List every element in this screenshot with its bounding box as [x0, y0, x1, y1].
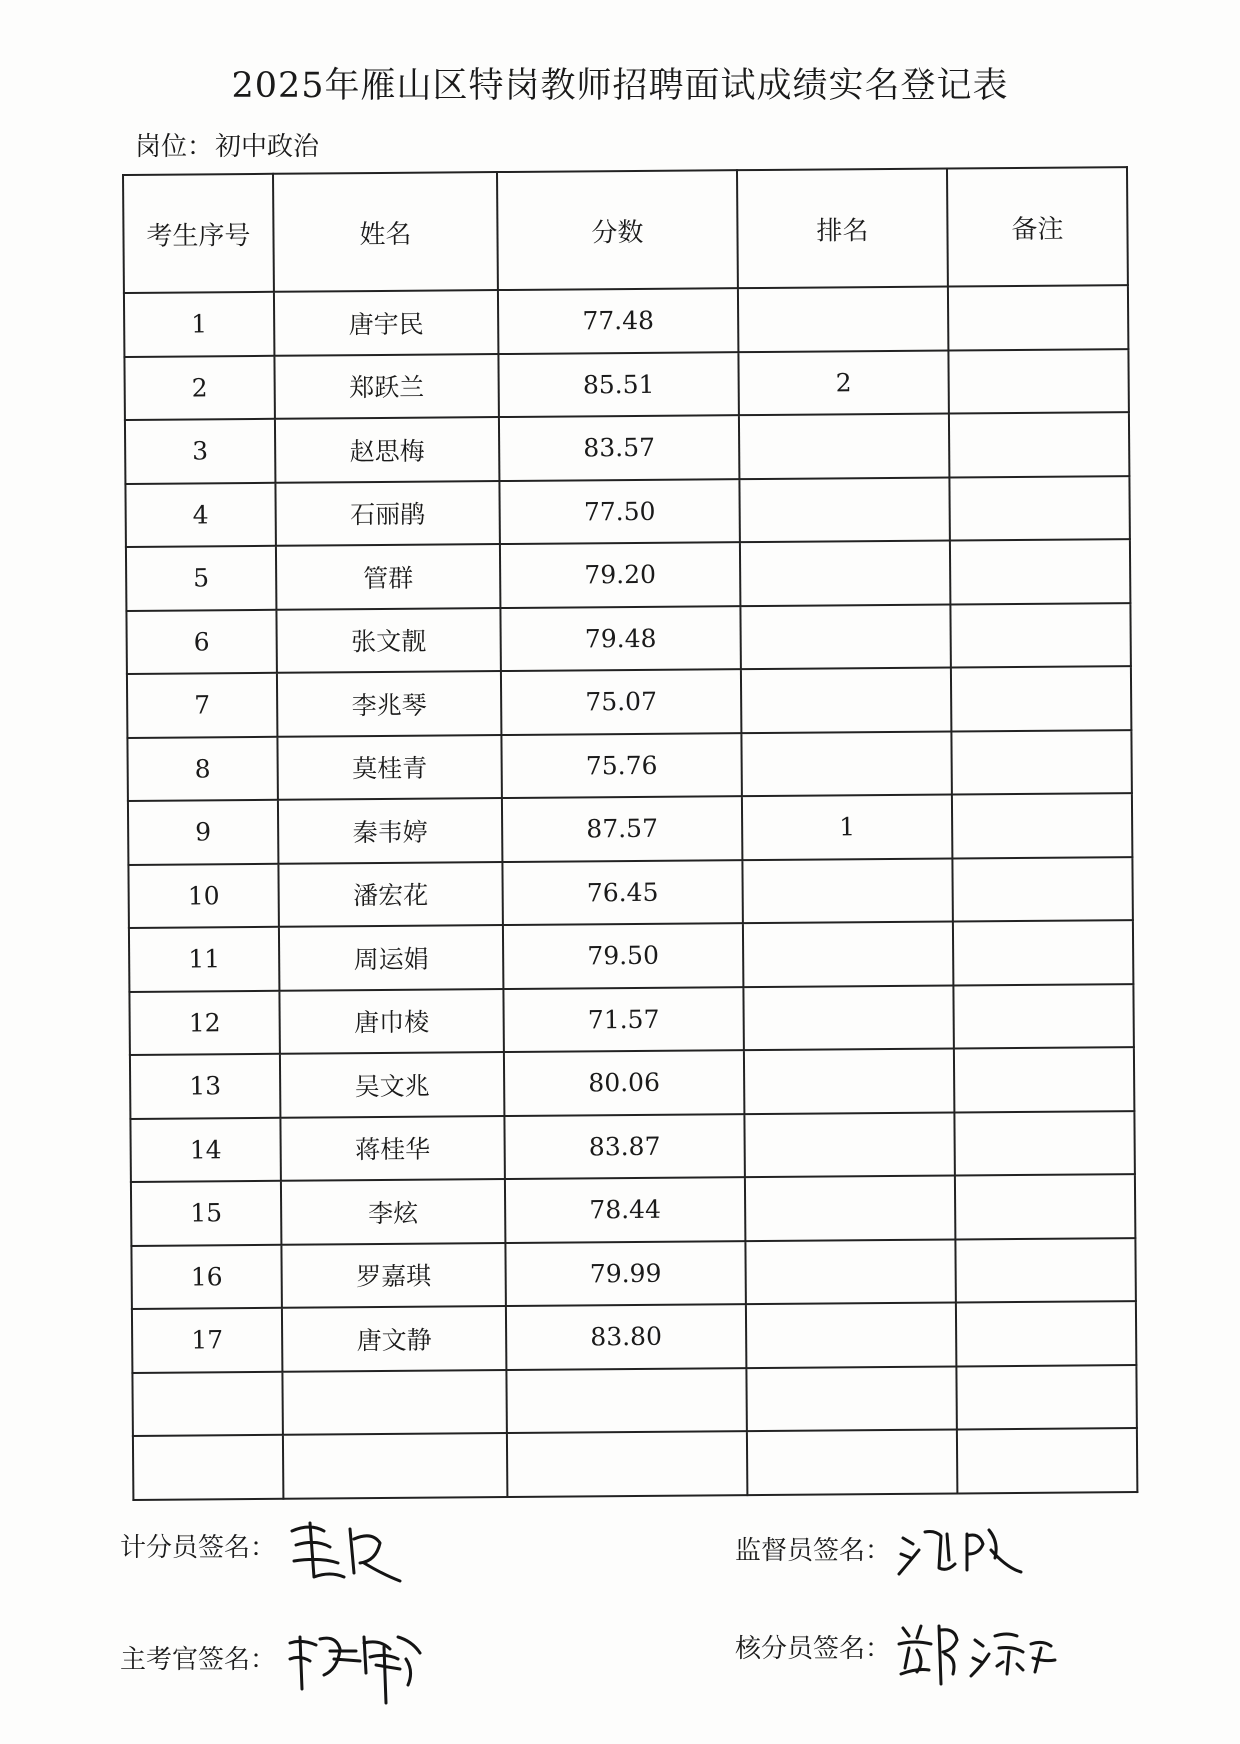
examiner-handwritten-signature — [280, 1629, 430, 1716]
cell-note — [951, 666, 1131, 731]
cell-name: 吴文兆 — [280, 1052, 504, 1117]
table-row — [132, 1301, 1136, 1372]
cell-rank — [747, 1429, 957, 1494]
cell-score: 71.57 — [503, 987, 743, 1052]
table-row — [128, 793, 1132, 864]
cell-seq: 12 — [129, 990, 279, 1055]
cell-score — [507, 1431, 747, 1496]
header-note: 备注 — [947, 167, 1128, 286]
cell-name: 李炫 — [281, 1179, 505, 1244]
table-row — [127, 730, 1131, 801]
cell-score: 77.48 — [498, 288, 738, 353]
cell-score: 79.50 — [503, 923, 743, 988]
cell-note — [952, 857, 1132, 922]
cell-rank — [739, 477, 949, 542]
scorer-signature — [120, 1527, 276, 1564]
cell-name: 秦韦婷 — [278, 798, 502, 863]
cell-score: 76.45 — [502, 860, 742, 925]
cell-rank — [741, 731, 951, 796]
cell-name: 周运娟 — [279, 925, 503, 990]
cell-note — [949, 412, 1129, 477]
cell-name: 唐宇民 — [274, 290, 498, 355]
cell-seq: 14 — [130, 1117, 280, 1182]
cell-note — [956, 1301, 1136, 1366]
cell-seq: 7 — [127, 673, 277, 738]
cell-seq: 3 — [125, 419, 275, 484]
cell-name: 李兆琴 — [277, 671, 501, 736]
cell-score: 79.20 — [500, 542, 740, 607]
cell-seq: 10 — [128, 863, 278, 928]
cell-rank: 2 — [738, 350, 948, 415]
table-row — [133, 1428, 1137, 1499]
cell-score: 75.76 — [501, 733, 741, 798]
header-seq: 考生序号 — [123, 174, 274, 293]
cell-rank — [738, 287, 948, 352]
cell-rank — [744, 1048, 954, 1113]
table-row — [127, 666, 1131, 737]
supervisor-signature — [735, 1530, 891, 1567]
checker-handwritten-signature — [895, 1618, 1060, 1705]
supervisor-handwritten-signature — [895, 1520, 1025, 1587]
cell-note — [954, 1047, 1134, 1112]
cell-name — [283, 1433, 507, 1498]
header-score: 分数 — [497, 170, 738, 290]
cell-score: 83.87 — [504, 1114, 744, 1179]
cell-rank — [740, 541, 950, 606]
cell-score: 79.99 — [505, 1241, 745, 1306]
table-row — [126, 603, 1130, 674]
cell-rank — [745, 1239, 955, 1304]
cell-seq — [133, 1435, 283, 1500]
cell-seq: 13 — [130, 1054, 280, 1119]
header-name: 姓名 — [273, 172, 498, 292]
position-value: 初中政治 — [215, 132, 320, 162]
cell-name: 石丽鹃 — [275, 481, 499, 546]
cell-score: 85.51 — [498, 352, 738, 417]
cell-seq: 15 — [131, 1181, 281, 1246]
cell-name: 郑跃兰 — [274, 354, 498, 419]
cell-note — [956, 1365, 1136, 1430]
cell-name: 罗嘉琪 — [281, 1243, 505, 1308]
cell-seq: 2 — [124, 355, 274, 420]
table-row — [130, 1111, 1134, 1182]
table-header-row — [123, 167, 1128, 293]
cell-seq: 5 — [126, 546, 276, 611]
cell-seq: 17 — [132, 1308, 282, 1373]
checker-signature — [735, 1628, 891, 1665]
supervisor-signature-label: 监督员签名： — [735, 1536, 892, 1566]
cell-note — [948, 285, 1128, 350]
cell-rank — [743, 985, 953, 1050]
cell-note — [949, 476, 1129, 541]
cell-note — [950, 539, 1130, 604]
header-rank: 排名 — [737, 169, 948, 289]
cell-seq: 4 — [125, 482, 275, 547]
cell-seq: 6 — [126, 609, 276, 674]
cell-note — [952, 793, 1132, 858]
cell-rank — [739, 414, 949, 479]
table-row — [129, 920, 1133, 991]
cell-note — [951, 730, 1131, 795]
cell-rank — [742, 858, 952, 923]
table-row — [129, 984, 1133, 1055]
table-row — [124, 285, 1128, 356]
cell-rank: 1 — [742, 795, 952, 860]
cell-score — [506, 1368, 746, 1433]
table-row — [125, 476, 1129, 547]
cell-name: 唐文静 — [282, 1306, 506, 1371]
cell-note — [948, 349, 1128, 414]
cell-rank — [744, 1112, 954, 1177]
scores-table — [122, 166, 1138, 1500]
scorer-handwritten-signature — [280, 1517, 405, 1594]
cell-seq: 9 — [128, 800, 278, 865]
cell-score: 79.48 — [500, 606, 740, 671]
cell-name: 管群 — [276, 544, 500, 609]
table-row — [130, 1047, 1134, 1118]
cell-seq: 8 — [127, 736, 277, 801]
cell-score: 83.57 — [499, 415, 739, 480]
cell-seq: 11 — [129, 927, 279, 992]
table-row — [125, 412, 1129, 483]
cell-rank — [743, 921, 953, 986]
scorer-signature-label: 计分员签名： — [120, 1533, 277, 1563]
cell-rank — [740, 604, 950, 669]
cell-score: 87.57 — [502, 796, 742, 861]
cell-rank — [741, 668, 951, 733]
table-row — [126, 539, 1130, 610]
cell-note — [953, 984, 1133, 1049]
cell-name: 张文靓 — [276, 608, 500, 673]
cell-seq: 16 — [131, 1244, 281, 1309]
cell-rank — [746, 1302, 956, 1367]
cell-name: 唐巾棱 — [279, 989, 503, 1054]
cell-note — [954, 1111, 1134, 1176]
document-title: 2025年雁山区特岗教师招聘面试成绩实名登记表 — [231, 66, 1009, 106]
cell-name: 潘宏花 — [278, 862, 502, 927]
cell-score: 78.44 — [505, 1177, 745, 1242]
cell-rank — [746, 1366, 956, 1431]
position-line — [135, 126, 319, 163]
cell-name: 蒋桂华 — [280, 1116, 504, 1181]
table-row — [124, 349, 1128, 420]
cell-score: 80.06 — [504, 1050, 744, 1115]
cell-name — [282, 1370, 506, 1435]
cell-note — [950, 603, 1130, 668]
checker-signature-label: 核分员签名： — [735, 1634, 892, 1664]
cell-score: 83.80 — [506, 1304, 746, 1369]
cell-note — [955, 1174, 1135, 1239]
cell-note — [955, 1238, 1135, 1303]
cell-name: 赵思梅 — [275, 417, 499, 482]
table-row — [132, 1365, 1136, 1436]
cell-note — [957, 1428, 1137, 1493]
cell-seq: 1 — [124, 292, 274, 357]
table-row — [128, 857, 1132, 928]
cell-name: 莫桂青 — [277, 735, 501, 800]
cell-seq — [132, 1371, 282, 1436]
examiner-signature-label: 主考官签名： — [120, 1645, 277, 1675]
examiner-signature — [120, 1639, 276, 1676]
table-row — [131, 1238, 1135, 1309]
cell-rank — [745, 1175, 955, 1240]
cell-score: 75.07 — [501, 669, 741, 734]
cell-note — [953, 920, 1133, 985]
cell-score: 77.50 — [499, 479, 739, 544]
position-label: 岗位： — [135, 132, 214, 162]
table-row — [131, 1174, 1135, 1245]
